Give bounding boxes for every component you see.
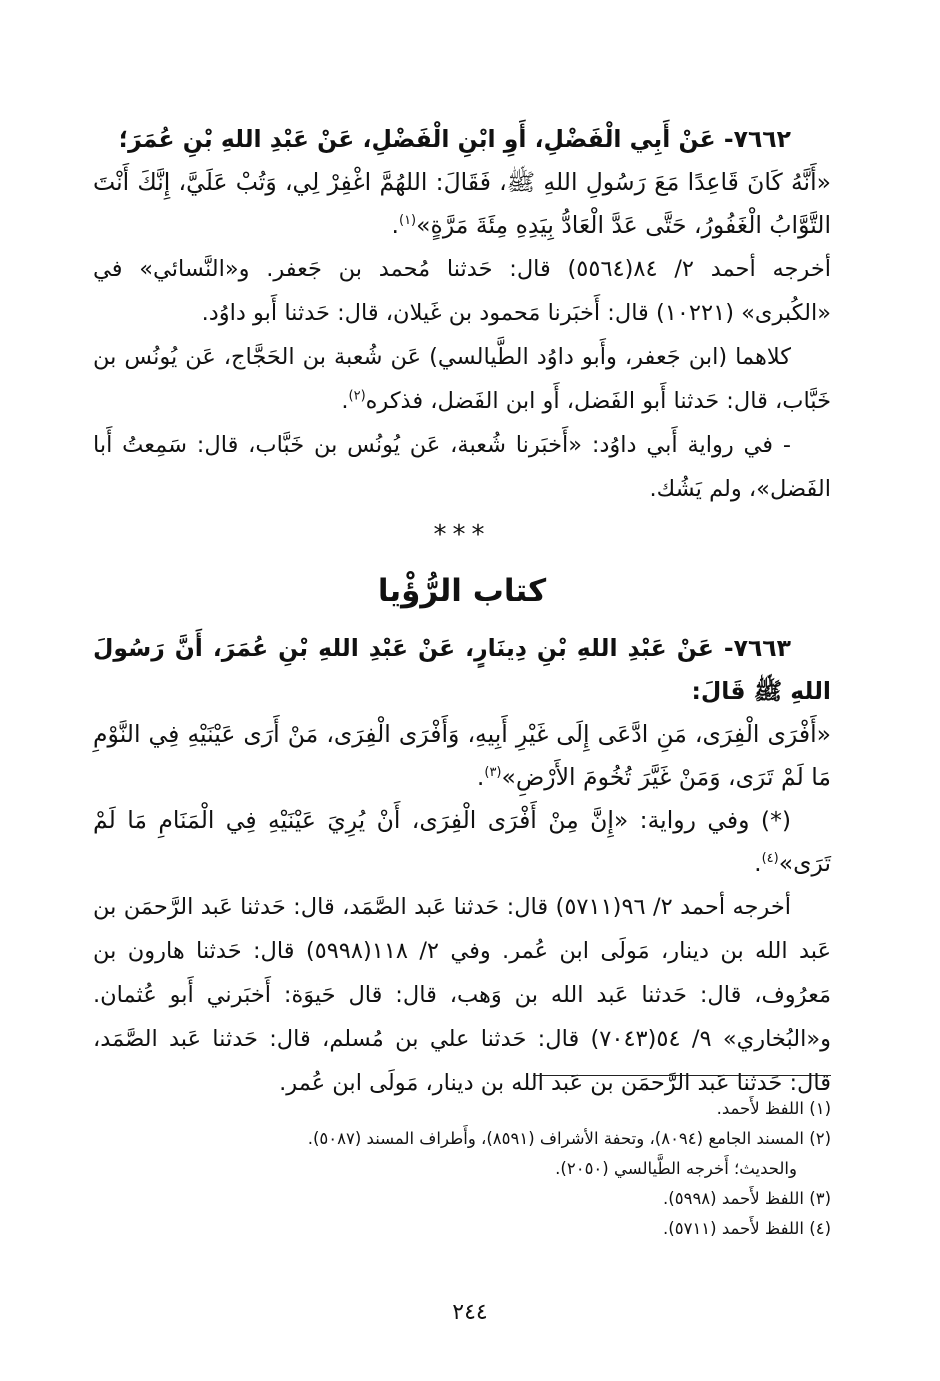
footnote-3: (٣) اللفظ لأَحمد (٥٩٩٨). xyxy=(663,1189,831,1208)
section-separator: *** xyxy=(433,520,491,550)
footnote-ref-4[interactable]: (٤) xyxy=(761,851,779,867)
hadith-7662-riwaya: - في رواية أَبي داوُد: «أَخبَرنا شُعبة، عَن يُونُس بن خَبَّاب، قال: سَمِعتُ أَبا الفَضل»، ولم يَشُك. xyxy=(93,432,831,502)
hadith-7662-takhrij-1: أخرجه أحمد ٢/ ٨٤(٥٥٦٤) قال: حَدثنا مُحمد بن جَعفر. و«النَّسائي» في «الكُبرى» (١٠٢٢١) قال: أَخبَرنا مَحمود بن غَيلان، قال: حَدثنا أَبو داوُد. xyxy=(93,256,831,326)
hadith-7663-riwaya: (*) وفي رواية: «إِنَّ مِنْ أَفْرَى الْفِرَى، أَنْ يُرِيَ عَيْنَيْهِ فِي الْمَنَامِ مَا لَمْ تَرَى»$^{(٤)}$. xyxy=(93,806,831,877)
footnote-1: (١) اللفظ لأَحمد. xyxy=(716,1099,831,1118)
footnote-2: (٢) المسند الجامع (٨٠٩٤)، وتحفة الأشراف (٨٥٩١)، وأَطراف المسند (٥٠٨٧). xyxy=(307,1129,831,1148)
hadith-7662-takhrij-2: كلاهما (ابن جَعفر، وأَبو داوُد الطَّيالسي) عَن شُعبة بن الحَجَّاج، عَن يُونُس بن خَبَّاب، قال: حَدثنا أَبو الفَضل، أَو ابن الفَضل، فذكره$^{(٢)}$. xyxy=(93,344,831,414)
footnote-ref-3[interactable]: (٣) xyxy=(484,765,502,781)
footnote-2-continuation: والحديث؛ أَخرجه الطَّيالسي (٢٠٥٠). xyxy=(555,1159,797,1178)
footnote-4: (٤) اللفظ لأَحمد (٥٧١١). xyxy=(663,1219,831,1238)
footnote-divider xyxy=(533,1075,831,1076)
footnote-ref-1[interactable]: (١) xyxy=(398,213,417,229)
book-title: كتاب الرُّؤْيا xyxy=(377,573,547,609)
page-number: ٢٤٤ xyxy=(452,1300,488,1325)
hadith-7662-text: «أَنَّهُ كَانَ قَاعِدًا مَعَ رَسُولِ اللهِ ﷺ، فَقَالَ: اللهُمَّ اغْفِرْ لِي، وَتُبْ عَلَيَّ، إِنَّكَ أَنْتَ التَّوَّابُ الْغَفُورُ، حَتَّى عَدَّ الْعَادُّ بِيَدِهِ مِئَةَ مَرَّةٍ»$^{(١)}$. xyxy=(93,168,831,239)
hadith-7663-text: «أَفْرَى الْفِرَى، مَنِ ادَّعَى إِلَى غَيْرِ أَبِيهِ، وَأَفْرَى الْفِرَى، مَنْ أَرَى عَيْنَيْهِ فِي النَّوْمِ مَا لَمْ تَرَى، وَمَنْ غَيَّرَ تُخُومَ الأَرْضِ»$^{(٣)}$. xyxy=(93,720,831,791)
main-text xyxy=(93,118,831,1105)
footnotes xyxy=(93,1094,831,1244)
hadith-7663-takhrij: أخرجه أحمد ٢/ ٩٦(٥٧١١) قال: حَدثنا عَبد الصَّمَد، قال: حَدثنا عَبد الرَّحمَن بن عَبد الله بن دينار، مَولَى ابن عُمر. وفي ٢/ ١١٨(٥٩٩٨) قال: حَدثنا هارون بن مَعرُوف، قال: حَدثنا عَبد الله بن وَهب، قال: قال حَيوَة: أَخبَرني أَبو عُثمان. و«البُخاري» ٩/ ٥٤(٧٠٤٣) قال: حَدثنا علي بن مُسلم، قال: حَدثنا عَبد الصَّمَد، قال: حَدثنا عَبد الرَّحمَن بن عَبد الله بن دينار، مَولَى ابن عُمر. xyxy=(93,894,832,1096)
footnote-ref-2[interactable]: (٢) xyxy=(348,388,366,404)
hadith-7662-head: ٧٦٦٢- عَنْ أَبِي الْفَضْلِ، أَوِ ابْنِ الْفَضْلِ، عَنْ عَبْدِ اللهِ بْنِ عُمَرَ؛ xyxy=(118,125,791,153)
hadith-7663-head: ٧٦٦٣- عَنْ عَبْدِ اللهِ بْنِ دِينَارٍ، عَنْ عَبْدِ اللهِ بْنِ عُمَرَ، أَنَّ رَسُولَ اللهِ ﷺ قَالَ: xyxy=(93,634,831,705)
